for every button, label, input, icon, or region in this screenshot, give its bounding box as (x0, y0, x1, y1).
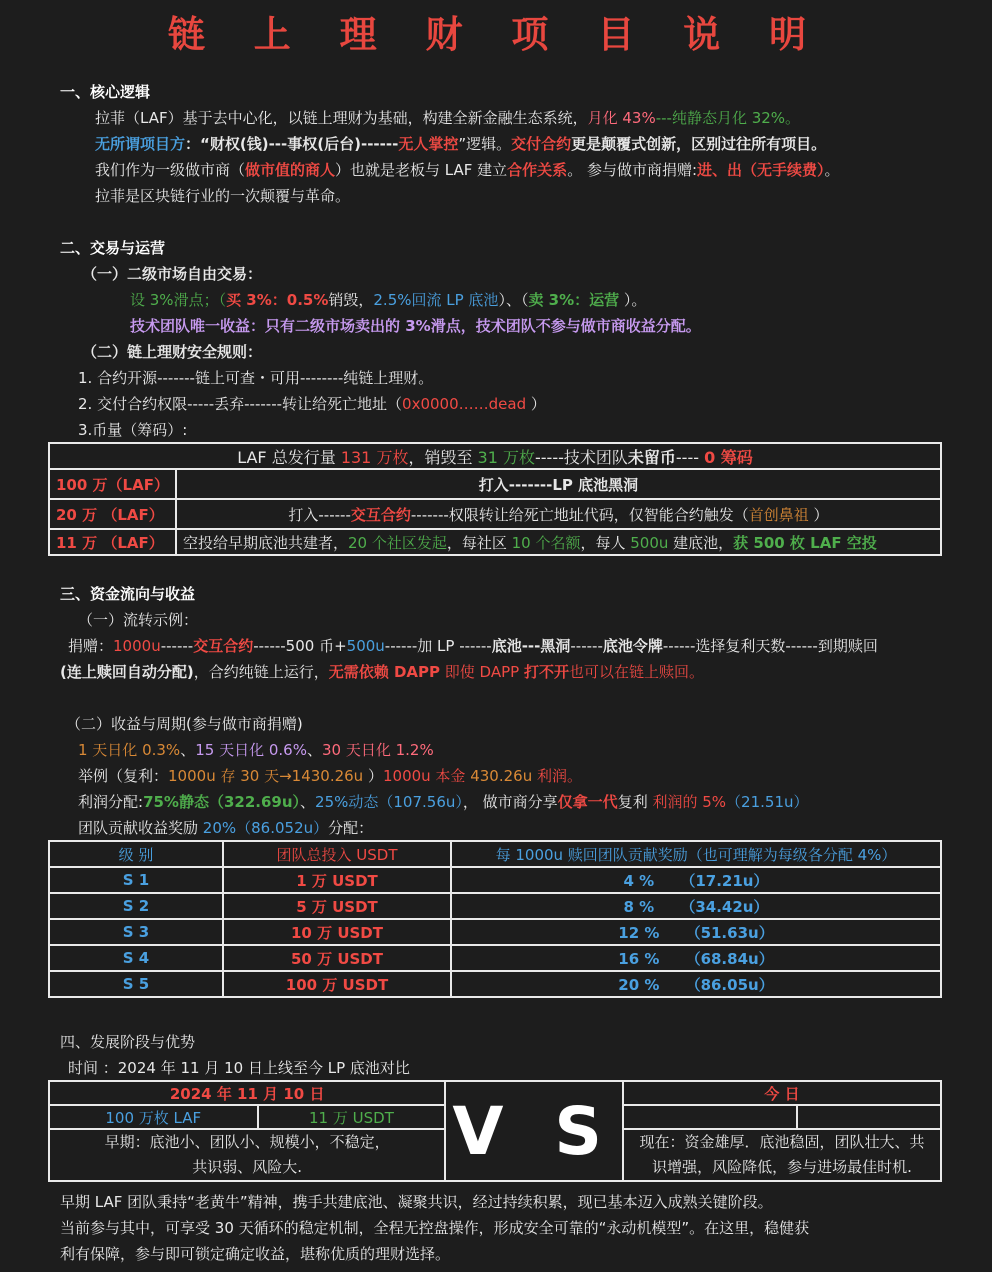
text: ，每人 (580, 533, 631, 552)
text: 1000u 本金 (382, 767, 471, 785)
text: ） (808, 505, 829, 524)
table-cell (176, 529, 941, 555)
text: ）。 (619, 291, 647, 309)
text: 1 天日化 0.3% (78, 741, 181, 759)
text: 10 个名额 (511, 533, 581, 552)
subheading-security-rules: （二）链上理财安全规则： (82, 343, 263, 361)
text: 。 (824, 161, 840, 179)
text: 1000u 存 30 天→1430.26u (168, 767, 364, 785)
text: 、 (306, 741, 322, 759)
text: 底池---黑洞 (491, 637, 571, 655)
level-cell: S 1 (49, 867, 223, 893)
text: 现在：资金雄厚．底池稳固，团队壮大、共 (639, 1133, 925, 1151)
text: ---- (675, 447, 705, 467)
text: （17.21u） (680, 871, 769, 890)
text: 2.5%回流 LP 底池 (373, 291, 499, 309)
text: 更是颠覆式创新，区别过往所有项目。 (571, 135, 827, 153)
text: ------ (570, 637, 603, 655)
text: 卖 3%：运营 (528, 291, 620, 309)
text: 15 天日化 0.6% (195, 741, 307, 759)
reward-cell (451, 945, 941, 971)
text: 获 500 枚 LAF 空投 (733, 533, 877, 552)
comparison-table (48, 1080, 942, 1182)
text: 75%静态（322.69u） (143, 793, 301, 811)
text: （21.51u） (726, 793, 809, 811)
text: ）也就是老板与 LAF 建立 (335, 161, 508, 179)
current-stage-cell (623, 1129, 941, 1181)
text: ”逻辑。 (458, 135, 512, 153)
text: 底池令牌 (602, 637, 663, 655)
table-cell: 11 万 （LAF） (49, 529, 176, 555)
text: 合作关系 (507, 161, 568, 179)
closing-paragraph-1: 早期 LAF 团队秉持“老黄牛”精神，携手共建底池、凝聚共识，经过持续积累，现已基本迈入成熟关键阶段。 (60, 1193, 773, 1211)
column-header-investment: 团队总投入 USDT (223, 841, 451, 867)
text: ------ (160, 637, 194, 655)
core-logic-paragraph-4: 拉菲是区块链行业的一次颠覆与革命。 (95, 187, 351, 205)
subheading-secondary-market: （一）二级市场自由交易： (82, 265, 263, 283)
text: 430.26u (470, 767, 533, 785)
table-row (49, 945, 941, 971)
rule-1: 1. 合约开源-------链上可查・可用--------纯链上理财。 (78, 369, 434, 387)
text: 拉菲（LAF）基于去中心化，以链上理财为基础，构建全新金融生态系统， (95, 109, 588, 127)
empty-cell (797, 1105, 941, 1129)
investment-cell: 50 万 USDT (223, 945, 451, 971)
text: 交付合约 (511, 135, 572, 153)
text: 建底池， (668, 533, 734, 552)
text: 0 筹码 (704, 447, 753, 467)
profit-distribution-line (78, 792, 809, 812)
subheading-flow-example: （一）流转示例： (78, 611, 199, 629)
core-logic-paragraph-2 (95, 134, 826, 154)
text: （51.63u） (685, 923, 774, 942)
text: 500u (346, 637, 385, 655)
text: ） (363, 767, 383, 785)
today-cell: 今 日 (623, 1081, 941, 1105)
table-row (49, 469, 941, 499)
level-cell: S 4 (49, 945, 223, 971)
text: 进、出（无手续费） (697, 161, 825, 179)
section-heading-capital-flow: 三、资金流向与收益 (60, 585, 196, 603)
table-cell (49, 443, 941, 469)
reward-cell (451, 919, 941, 945)
text: -------权限转让给死亡地址代码，仅智能合约触发（ (410, 505, 749, 524)
column-header-level: 级 别 (49, 841, 223, 867)
example-line (78, 766, 582, 786)
table-cell: 打入-------LP 底池黑洞 (176, 469, 941, 499)
text: ，合约纯链上运行， (193, 663, 329, 681)
text: 16 % (618, 949, 660, 968)
text: ------选择复利天数------到期赎回 (662, 637, 878, 655)
core-logic-paragraph-1 (95, 108, 800, 128)
text: LAF 总发行量 (237, 447, 341, 467)
text: (连上赎回自动分配) (60, 663, 194, 681)
text: ------500 币+ (253, 637, 347, 655)
flow-line-1 (68, 636, 878, 656)
text: （34.42u） (680, 897, 769, 916)
text: 利润的 5% (652, 793, 727, 811)
text: 设 3%滑点；（ (130, 291, 227, 309)
text: 举例（复利： (78, 767, 169, 785)
text: ）、（ (498, 291, 529, 309)
team-income-line: 技术团队唯一收益：只有二级市场卖出的 3%滑点，技术团队不参与做市商收益分配。 (130, 317, 701, 335)
rule-2 (78, 394, 546, 414)
table-row (49, 529, 941, 555)
table-row (49, 867, 941, 893)
text: 也可以在链上赎回。 (568, 663, 704, 681)
table-cell: 100 万（LAF） (49, 469, 176, 499)
text: 20 % (618, 975, 660, 994)
team-reward-line (78, 818, 373, 838)
text: 买 3%：0.5% (226, 291, 329, 309)
section-heading-development: 四、发展阶段与优势 (60, 1033, 196, 1051)
text: 团队贡献收益奖励 (78, 819, 203, 837)
section-heading-core-logic: 一、核心逻辑 (60, 83, 151, 101)
text: 月化 43% (587, 109, 656, 127)
text: 20%（86.052u） (202, 819, 329, 837)
investment-cell: 100 万 USDT (223, 971, 451, 997)
text: -----技术团队 (535, 447, 628, 467)
level-cell: S 5 (49, 971, 223, 997)
text: ：“财权(钱)---事权(后台)------ (185, 135, 399, 153)
text: 首创鼻祖 (748, 505, 809, 524)
table-row (49, 971, 941, 997)
text: 30 天日化 1.2% (321, 741, 434, 759)
vs-label: V S (445, 1081, 623, 1181)
text: 利润。 (532, 767, 582, 785)
text: 。 参与做市商捐赠: (567, 161, 698, 179)
text: 4 % (623, 871, 655, 890)
reward-cell (451, 893, 941, 919)
table-row (49, 893, 941, 919)
text: 打不开 (523, 663, 569, 681)
table-row (49, 499, 941, 529)
text: 未留币 (627, 447, 676, 467)
text: 打入------ (288, 505, 351, 524)
closing-paragraph-3: 利有保障，参与即可锁定确定收益，堪称优质的理财选择。 (60, 1245, 451, 1263)
text: 销毁， (328, 291, 374, 309)
text: 复利 (617, 793, 653, 811)
subheading-yield-cycle: （二）收益与周期(参与做市商捐赠) (66, 715, 303, 733)
text: 500u (630, 533, 669, 552)
text: 0x0000……dead (402, 395, 527, 413)
text: ------加 LP ------ (384, 637, 492, 655)
level-cell: S 3 (49, 919, 223, 945)
text: ---纯静态月化 32%。 (655, 109, 801, 127)
investment-cell: 1 万 USDT (223, 867, 451, 893)
past-date-cell: 2024 年 11 月 10 日 (49, 1081, 445, 1105)
column-header-reward: 每 1000u 赎回团队贡献奖励（也可理解为每级各分配 4%） (451, 841, 941, 867)
table-row (49, 919, 941, 945)
text: 交互合约 (350, 505, 411, 524)
reward-cell (451, 971, 941, 997)
level-cell: S 2 (49, 893, 223, 919)
token-supply-table (48, 442, 942, 556)
table-header-row (49, 841, 941, 867)
text: 空投给早期底池共建者， (182, 533, 348, 552)
investment-cell: 10 万 USDT (223, 919, 451, 945)
text: 共识弱、风险大. (192, 1158, 303, 1176)
text: 无需依赖 DAPP (328, 663, 441, 681)
text: 31 万枚 (477, 447, 535, 467)
text: 利润分配: (78, 793, 144, 811)
text: 12 % (618, 923, 660, 942)
page-title: 链 上 理 财 项 目 说 明 (167, 12, 825, 56)
table-cell: 20 万 （LAF） (49, 499, 176, 529)
rule-3: 3.币量（筹码）: (78, 421, 188, 439)
text: 、 (180, 741, 196, 759)
timeline-line: 时间 ：2024 年 11 月 10 日上线至今 LP 底池对比 (68, 1059, 410, 1077)
section-heading-trading: 二、交易与运营 (60, 239, 166, 257)
text: （86.05u） (685, 975, 774, 994)
reward-cell (451, 867, 941, 893)
text: 仅拿一代 (557, 793, 618, 811)
flow-line-2 (60, 662, 704, 682)
table-row (49, 443, 941, 469)
text: ，销毁至 (408, 447, 478, 467)
usdt-amount-cell: 11 万 USDT (258, 1105, 446, 1129)
table-cell (176, 499, 941, 529)
text: 识增强，风险降低，参与进场最佳时机. (652, 1158, 912, 1176)
text: ，每社区 (446, 533, 512, 552)
text: 无人掌控 (398, 135, 459, 153)
closing-paragraph-2: 当前参与其中，可享受 30 天循环的稳定机制，全程无控盘操作，形成安全可靠的“永动机模型”。在这里，稳健获 (60, 1219, 810, 1237)
text: 分配： (328, 819, 374, 837)
text: ， 做市商分享 (462, 793, 558, 811)
text: 我们作为一级做市商（ (95, 161, 246, 179)
text: 、 (300, 793, 316, 811)
text: 25%动态（107.56u） (315, 793, 463, 811)
empty-cell (623, 1105, 797, 1129)
text: （68.84u） (685, 949, 774, 968)
text: 2. 交付合约权限-----丢弃-------转让给死亡地址（ (78, 395, 403, 413)
team-level-table (48, 840, 942, 998)
table-row (49, 1081, 941, 1105)
text: 131 万枚 (340, 447, 409, 467)
laf-amount-cell: 100 万枚 LAF (49, 1105, 258, 1129)
text: 1000u (113, 637, 161, 655)
text: 20 个社区发起 (347, 533, 447, 552)
slippage-line (130, 290, 646, 310)
text: 无所谓项目方 (95, 135, 186, 153)
early-stage-cell (49, 1129, 445, 1181)
core-logic-paragraph-3 (95, 160, 840, 180)
text: 8 % (623, 897, 655, 916)
investment-cell: 5 万 USDT (223, 893, 451, 919)
text: 捐赠： (68, 637, 114, 655)
text: 做市值的商人 (245, 161, 336, 179)
text: ） (526, 395, 546, 413)
yield-rates-line (78, 740, 434, 760)
text: 交互合约 (193, 637, 254, 655)
text: 早期：底池小、团队小、规模小，不稳定， (104, 1133, 390, 1151)
text: 即使 DAPP (440, 663, 524, 681)
